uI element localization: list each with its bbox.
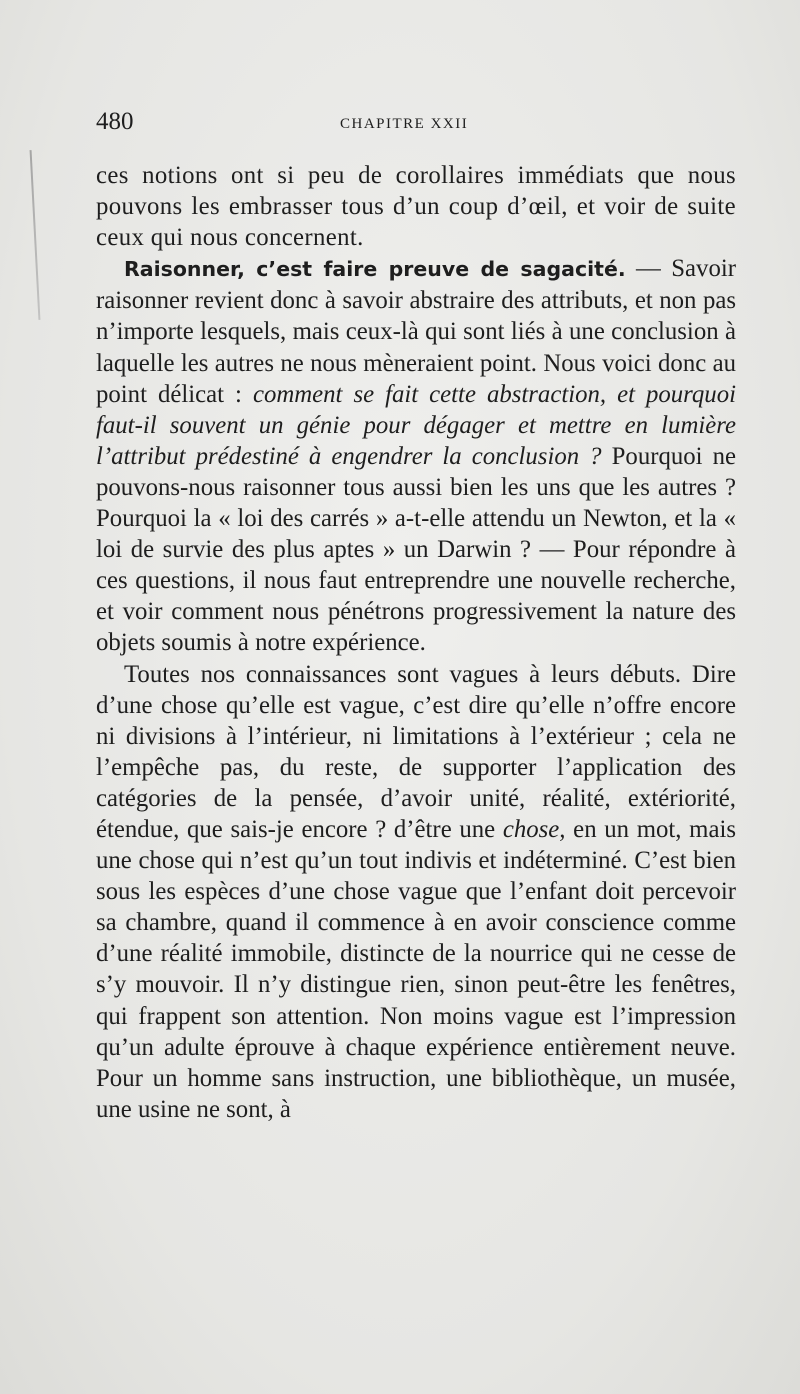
- paragraph-text: Pourquoi ne pouvons-nous raisonner tous aussi bien les uns que les autres ? Pourquoi la « loi des carrés » a-t-elle attendu un Newton, et la « loi de survie des plus aptes » un Darwin ? — Pour répondre à ces questions, il nous faut entreprendre une nouvelle recherche, et voir comment nous pénétrons progressivement la nature des objets soumis à notre expérience.: [96, 442, 737, 657]
- body-text: [96, 160, 736, 1125]
- italic-question: comment se fait cette abstraction, et pourquoi faut-il souvent un génie pour dégager et mettre en lumière l’attribut prédestiné à engendrer la conclusion ?: [96, 380, 736, 470]
- paragraph-raisonner: [96, 253, 736, 658]
- margin-pencil-mark: [30, 150, 41, 320]
- running-title: CHAPITRE XXII: [340, 116, 469, 132]
- paragraph-text: — Savoir raisonner revient donc à savoir abstraire des attributs, et non pas n’importe lesquels, mais ceux-là qui sont liés à une conclusion à laquelle les autres ne nous mèneraient point. Nous voici donc au point délicat :: [96, 255, 737, 408]
- page-number: 480: [96, 108, 134, 135]
- paragraph-continuation: ces notions ont si peu de corollaires immédiats que nous pouvons les embrasser tous d’un coup d’œil, et voir de suite ceux qui nous concernent.: [96, 162, 736, 252]
- paragraph-text: Toutes nos connaissances sont vagues à leurs débuts. Dire d’une chose qu’elle est vague, c’est dire qu’elle n’offre encore ni divisions à l’intérieur, ni limitations à l’extérieur ; cela ne l’empêche pas, du reste, de supporter l’application des catégories de la pensée, d’avoir unité, réalité, extériorité, étendue, que sais-je encore ? d’être une: [96, 660, 736, 843]
- paragraph-connaissances: [96, 659, 736, 1125]
- paragraph-text: en un mot, mais une chose qui n’est qu’un tout indivis et indéterminé. C’est bien sous les espèces d’une chose vague que l’enfant doit percevoir sa chambre, quand il commence à en avoir conscience comme d’une réalité immobile, distincte de la nourrice qui ne cesse de s’y mouvoir. Il n’y distingue rien, sinon peut-être les fenêtres, qui frappent son attention. Non moins vague est l’impression qu’un adulte éprouve à chaque expérience entièrement neuve. Pour un homme sans instruction, une bibliothèque, un musée, une usine ne sont, à: [96, 815, 737, 1123]
- italic-word: chose,: [502, 815, 566, 843]
- page-header: [96, 108, 736, 138]
- section-heading: Raisonner, c’est faire preuve de sagacité.: [124, 257, 626, 282]
